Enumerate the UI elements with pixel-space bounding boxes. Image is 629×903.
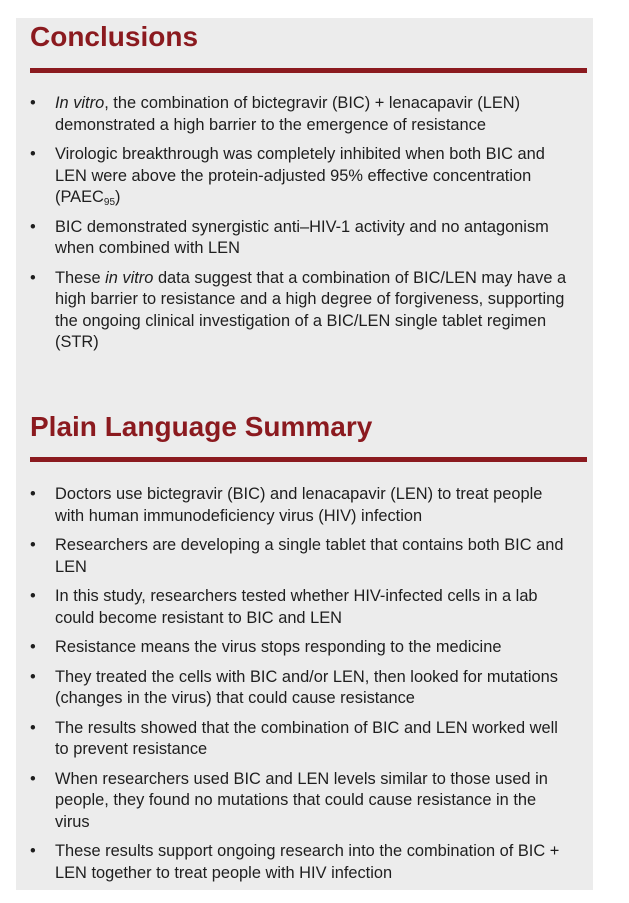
item-text: Doctors use bictegravir (BIC) and lenacapavir (LEN) to treat people with human immunodeficiency virus (HIV) infection [55,485,543,525]
conclusions-section [30,20,587,362]
italic-text: In vitro [55,94,105,112]
bullet-icon: • [30,268,36,287]
bullet-icon: • [30,94,36,112]
plain-language-list [30,484,570,884]
bullet-icon: • [30,667,36,686]
list-item [30,769,570,834]
item-text: BIC demonstrated synergistic anti–HIV-1 activity and no antagonism when combined with LEN [55,217,549,257]
list-item [30,667,570,710]
conclusions-heading: Conclusions [30,21,199,52]
item-text: Virologic breakthrough was completely inhibited when both BIC and LEN were above the protein-adjusted 95% effective concentration (PAEC [55,145,545,206]
conclusions-divider [30,68,587,73]
bullet-icon: • [30,718,36,737]
item-text: These results support ongoing research into the combination of BIC + LEN together to treat people with HIV infection [55,842,560,882]
item-text: They treated the cells with BIC and/or LEN, then looked for mutations (changes in the virus) that could cause resistance [55,667,558,707]
plain-language-heading: Plain Language Summary [30,411,373,442]
bullet-icon: • [30,145,36,163]
list-item [30,217,570,260]
bullet-icon: • [30,842,36,860]
bullet-icon: • [30,769,36,788]
bullet-icon: • [30,587,36,605]
bullet-icon: • [30,485,36,503]
item-text: The results showed that the combination of BIC and LEN worked well to prevent resistance [55,718,558,758]
list-item [30,586,570,629]
bullet-icon: • [30,638,36,656]
plain-language-divider [30,457,587,462]
list-item [30,144,570,209]
item-text: Resistance means the virus stops responding to the medicine [55,638,502,656]
item-text: , the combination of bictegravir (BIC) + lenacapavir (LEN) demonstrated a high barrier to the emergence of resistance [55,94,521,134]
item-text: These [55,268,106,287]
item-text: Researchers are developing a single tablet that contains both BIC and LEN [55,536,564,576]
subscript-text: 95 [103,197,116,208]
list-item [30,268,570,354]
item-text: In this study, researchers tested whether HIV-infected cells in a lab could become resistant to BIC and LEN [55,587,538,627]
item-text: data suggest that a combination of BIC/LEN may have a high barrier to resistance and a high degree of forgiveness, supporting the ongoing clinical investigation of a BIC/LEN single tablet regimen (STR) [55,268,567,351]
list-item [30,535,570,578]
list-item [30,637,570,659]
list-item [30,718,570,761]
list-item [30,841,570,884]
italic-text: in vitro [105,268,154,287]
item-text-end: ) [115,188,121,206]
list-item [30,93,570,136]
conclusions-list [30,93,570,354]
bullet-icon: • [30,217,36,236]
bullet-icon: • [30,536,36,554]
plain-language-section [30,410,587,892]
list-item [30,484,570,527]
item-text: When researchers used BIC and LEN levels similar to those used in people, they found no mutations that could cause resistance in the virus [55,769,548,831]
